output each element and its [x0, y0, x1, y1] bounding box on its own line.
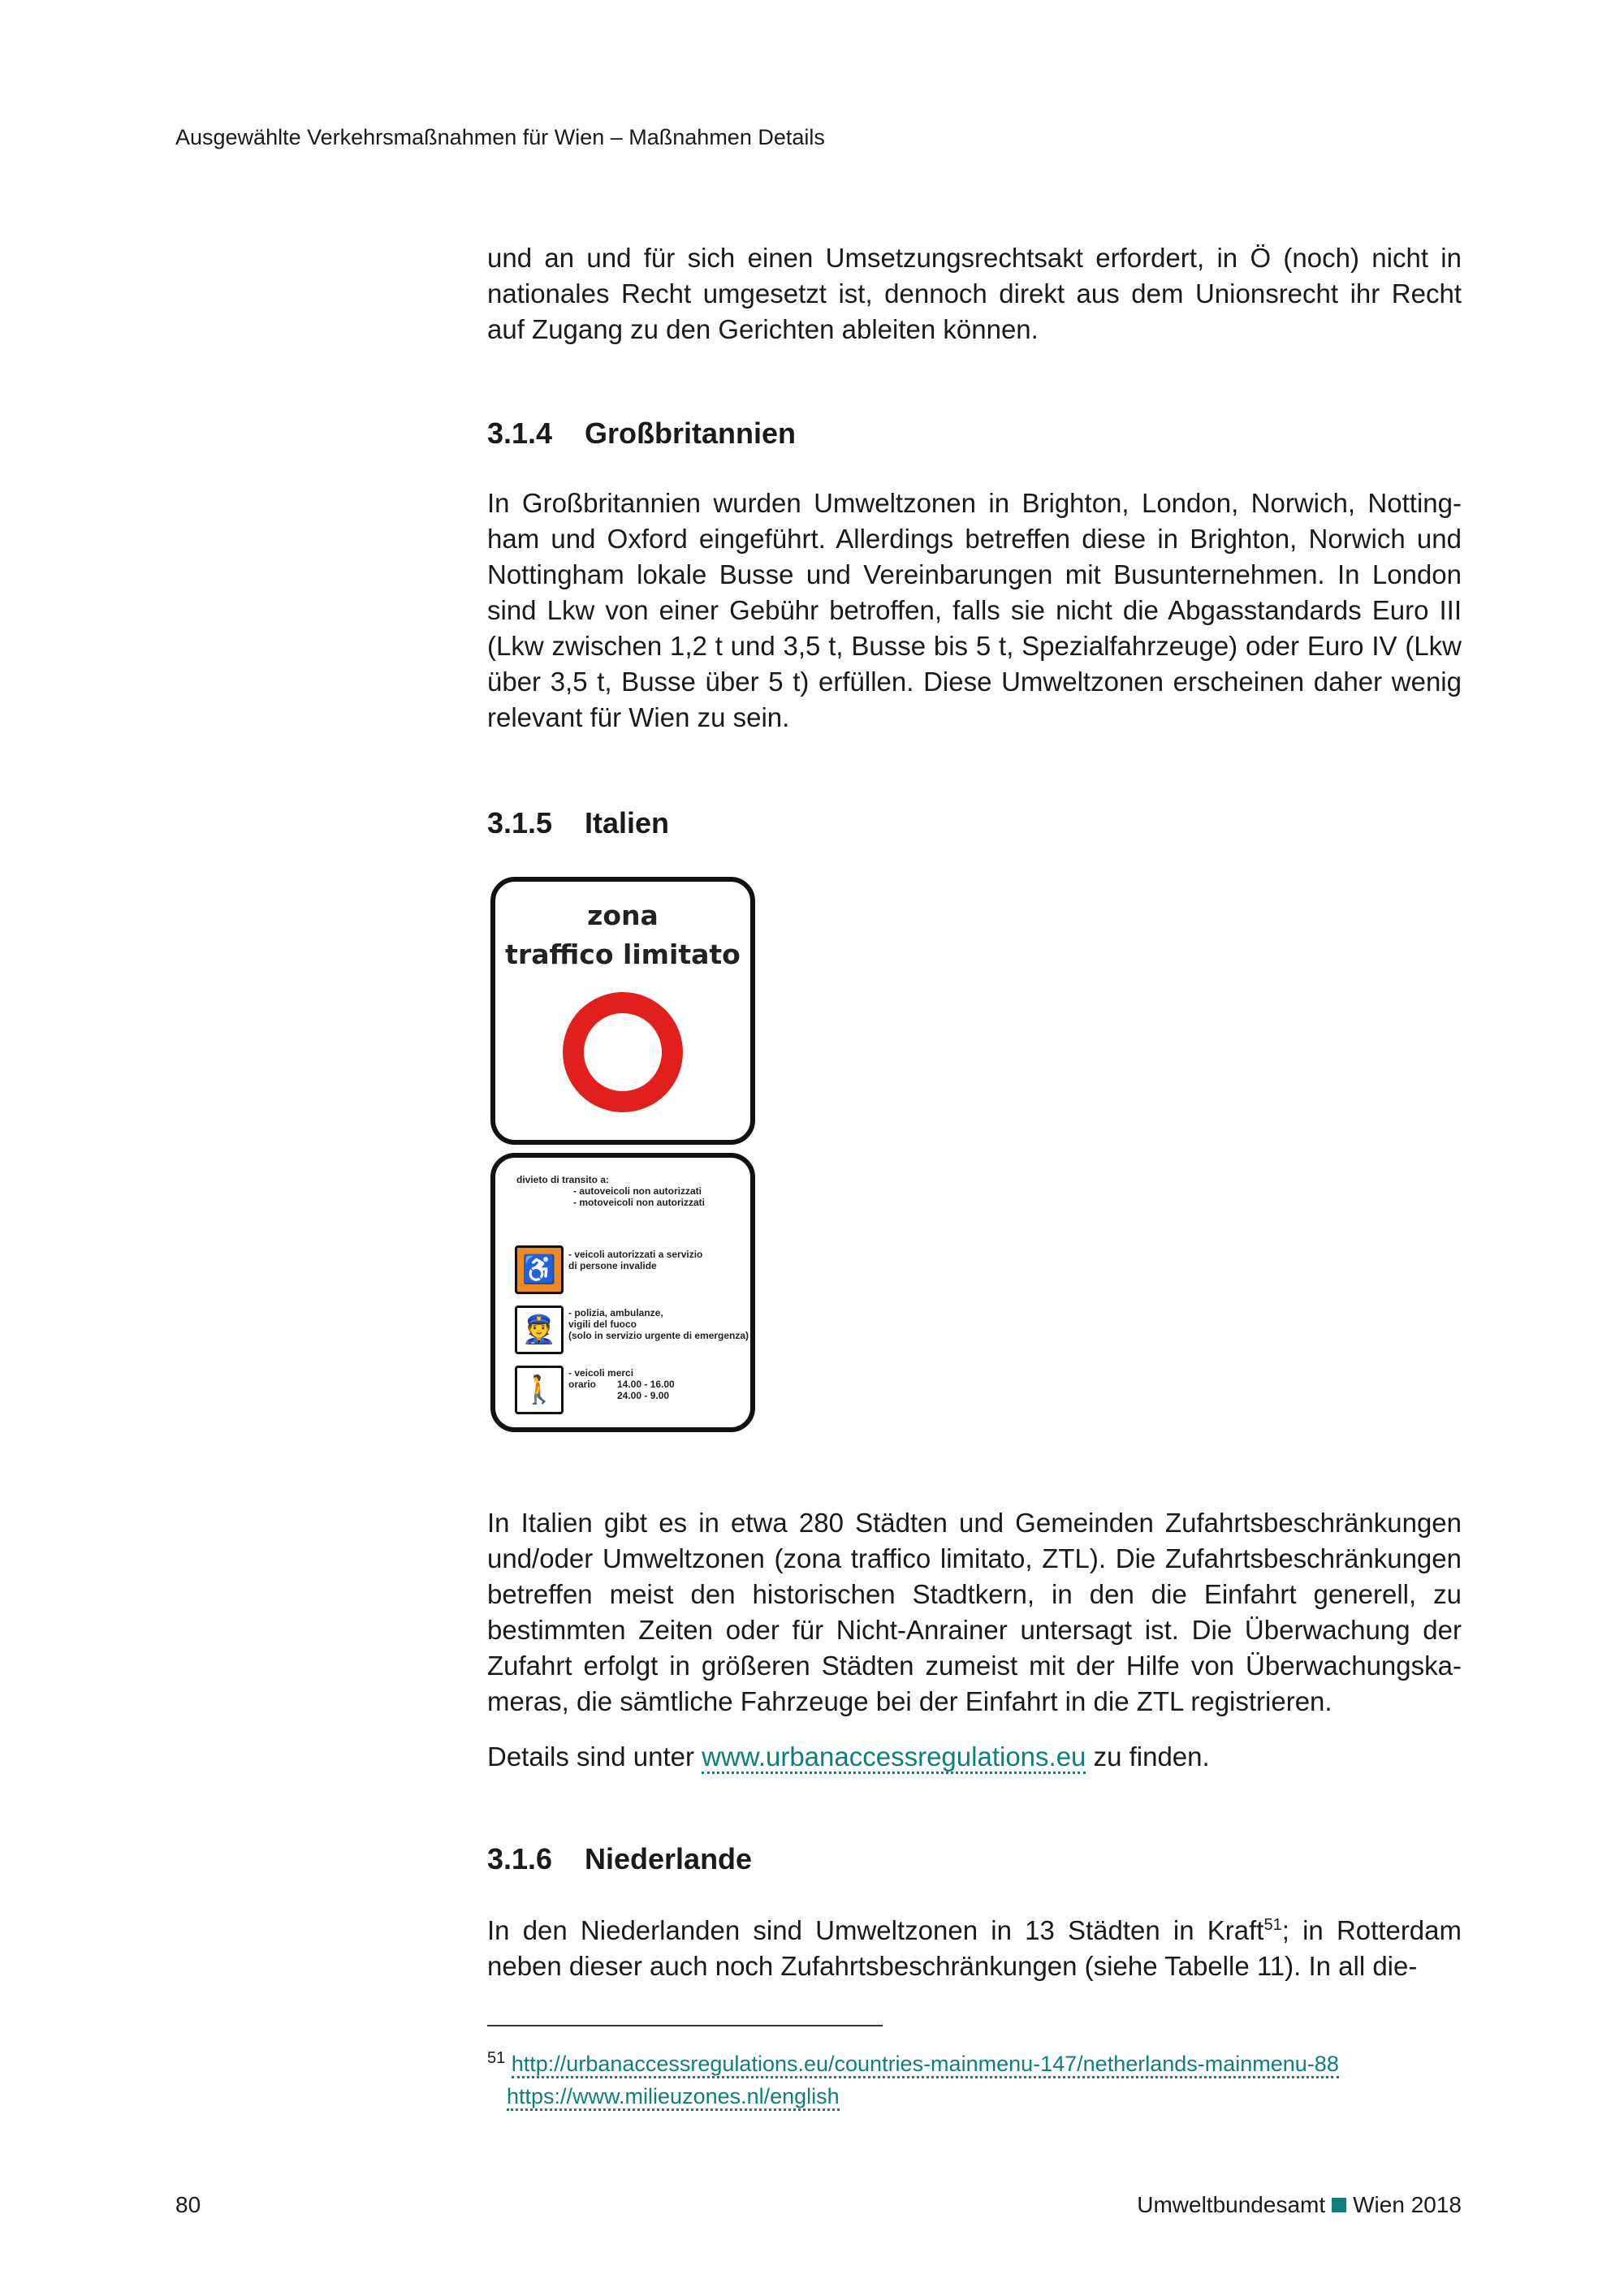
italy-paragraph: In Italien gibt es in etwa 280 Städten und Gemeinden Zufahrtsbeschränkungen und/oder Umweltzonen (zona traffico limitato, ZTL). Die Zufahrtsbeschränkungen betreffen meist den historischen Stadtkern, in den die Einfahrt generell, zu bestimmten Zeiten oder für Nicht-Anrainer untersagt ist. Die Überwachung der Zufahrt erfolgt in größeren Städten zumeist mit der Hilfe von Überwachungskameras, die sämtliche Fahrzeuge bei der Einfahrt in die ZTL registrieren. — [487, 1508, 1462, 1716]
sign-text: divieto di transito a: — [516, 1174, 610, 1185]
heading-3-1-5 — [487, 806, 669, 840]
section-title: Niederlande — [585, 1842, 753, 1875]
details-text: zu finden. — [1086, 1741, 1210, 1772]
netherlands-paragraph — [487, 1913, 1462, 1984]
footnote-link-urbanaccess[interactable]: http://urbanaccessregulations.eu/countries-mainmenu-147/netherlands-mainmenu-88 — [512, 2052, 1339, 2078]
sign-zona: zona — [587, 900, 659, 931]
footnote-51 — [487, 2048, 1339, 2080]
heading-3-1-6 — [487, 1842, 752, 1876]
footnote-ref[interactable]: 51 — [1263, 1916, 1282, 1934]
details-text: Details sind unter — [487, 1741, 702, 1772]
footnote-51-line2 — [507, 2080, 840, 2113]
details-paragraph — [487, 1739, 1462, 1775]
section-title: Großbritannien — [585, 416, 796, 450]
heading-3-1-4 — [487, 416, 796, 451]
sign-text: - polizia, ambulanze, — [568, 1307, 663, 1318]
footnote-number: 51 — [487, 2049, 506, 2067]
section-number: 3.1.4 — [487, 416, 553, 450]
footer-publisher: Umweltbundesamt — [1137, 2192, 1326, 2217]
sign-top-panel — [490, 877, 755, 1145]
sign-text: - autoveicoli non autorizzati — [573, 1185, 702, 1197]
sign-text: - veicoli merci — [568, 1367, 634, 1379]
intro-paragraph: und an und für sich einen Umsetzungsrechtsakt erfordert, in Ö (noch) nicht in nationales Recht umgesetzt ist, dennoch direkt aus dem Unionsrecht ihr Recht auf Zugang zu den Gerichten ableiten können. — [487, 243, 1462, 344]
sign-traffico-limitato: traffico limitato — [505, 939, 741, 970]
section-number: 3.1.5 — [487, 806, 553, 839]
footnote-divider — [487, 2025, 883, 2026]
paragraph-text: ; in Rotterdam neben dieser auch noch Zufahrtsbeschränkungen (siehe Tabelle 11). In all die- — [487, 1915, 1462, 1981]
sign-bottom-panel — [490, 1153, 755, 1432]
square-bullet-icon — [1332, 2198, 1346, 2212]
sign-text: vigili del fuoco — [568, 1318, 637, 1330]
no-entry-ring-icon — [563, 992, 683, 1112]
section-number: 3.1.6 — [487, 1842, 553, 1875]
section-title: Italien — [585, 806, 670, 839]
police-officer-icon: 👮 — [515, 1306, 564, 1354]
running-header: Ausgewählte Verkehrsmaßnahmen für Wien – Maßnahmen Details — [175, 125, 825, 149]
paragraph-text: In den Niederlanden sind Umweltzonen in 13 Städten in Kraft — [487, 1915, 1264, 1945]
hand-truck-icon: 🚶 — [515, 1366, 564, 1414]
sign-text: 24.00 - 9.00 — [617, 1390, 670, 1401]
sign-text: (solo in servizio urgente di emergenza) — [568, 1330, 749, 1341]
sign-text: - motoveicoli non autorizzati — [573, 1197, 706, 1208]
footer-right — [1137, 2192, 1462, 2218]
urbanaccessregulations-link[interactable]: www.urbanaccessregulations.eu — [702, 1741, 1086, 1774]
ztl-sign-image — [487, 877, 760, 1434]
sign-text: - veicoli autorizzati a servizio — [568, 1249, 703, 1260]
footer-year: Wien 2018 — [1353, 2192, 1462, 2217]
footnote-link-milieuzones[interactable]: https://www.milieuzones.nl/english — [507, 2084, 840, 2111]
wheelchair-icon: ♿ — [515, 1245, 564, 1294]
sign-text: 14.00 - 16.00 — [617, 1379, 675, 1390]
sign-text: di persone invalide — [568, 1260, 657, 1271]
page-number: 80 — [175, 2192, 201, 2217]
sign-text: orario — [568, 1379, 597, 1390]
uk-paragraph: In Großbritannien wurden Umweltzonen in Brighton, London, Norwich, Nottingham und Oxford eingeführt. Allerdings betreffen diese in Brighton, Norwich und Nottingham lokale Busse und Vereinbarungen mit Busunternehmen. In London sind Lkw von einer Gebühr betroffen, falls sie nicht die Abgasstandards Euro III (Lkw zwischen 1,2 t und 3,5 t, Busse bis 5 t, Spezialfahrzeuge) oder Euro IV (Lkw über 3,5 t, Busse über 5 t) erfüllen. Diese Umweltzonen erscheinen daher wenig relevant für Wien zu sein. — [487, 488, 1462, 732]
